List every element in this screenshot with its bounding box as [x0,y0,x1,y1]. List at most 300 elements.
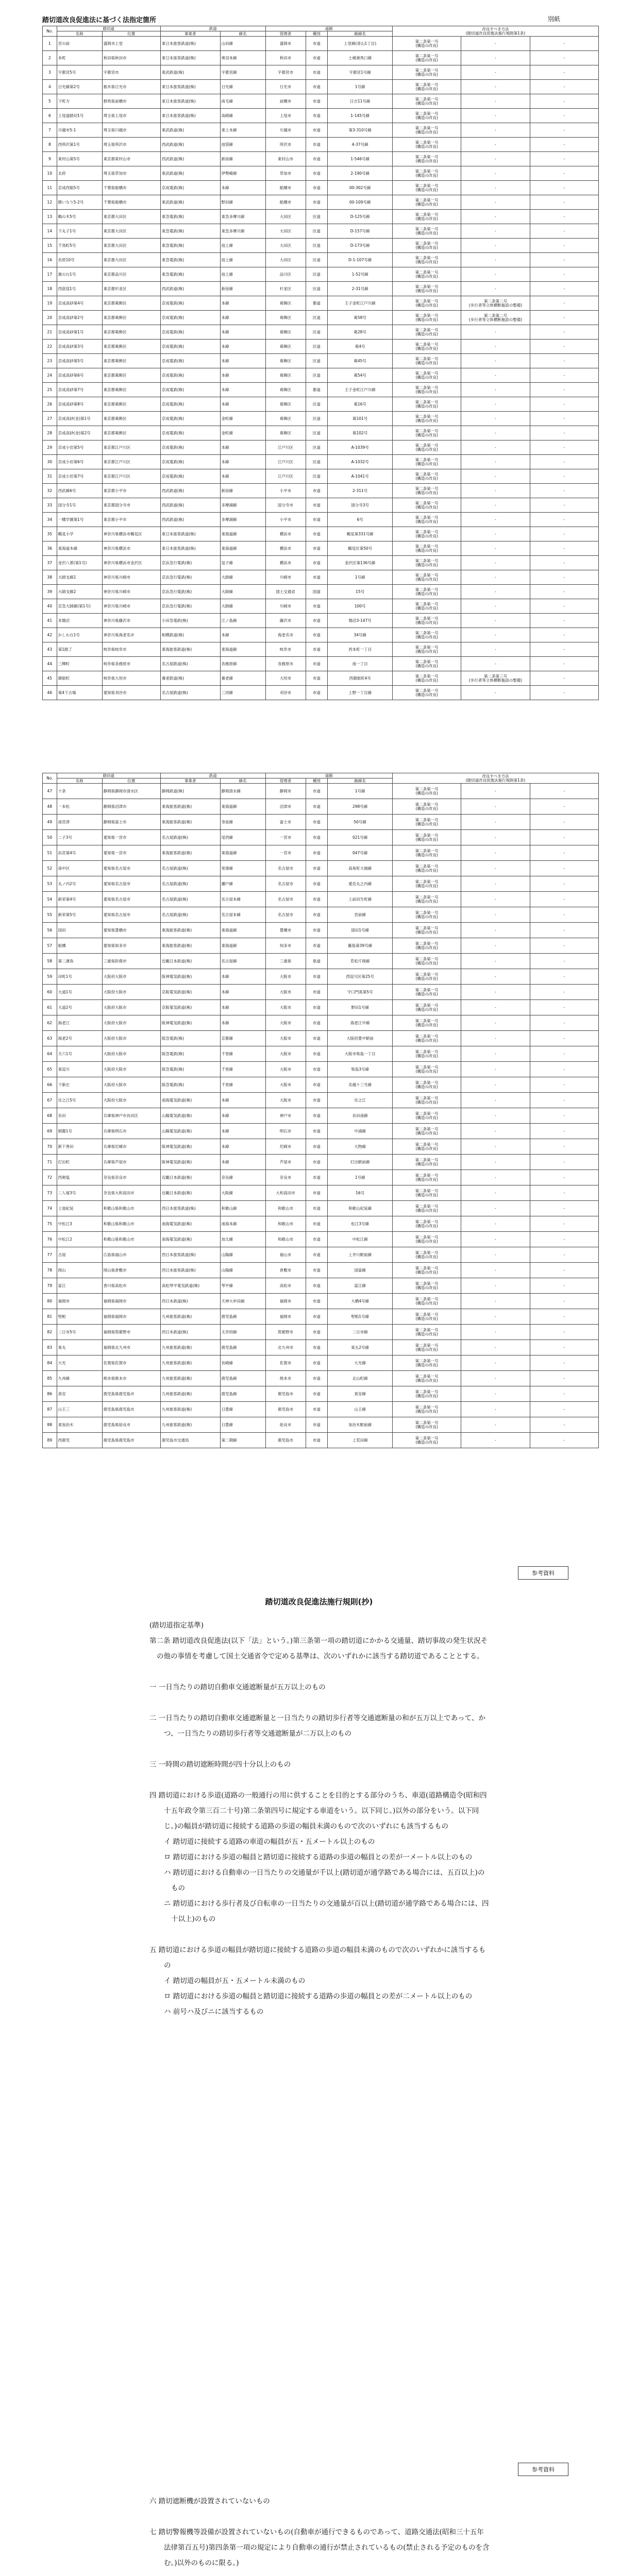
method-1: 第二条第一号 (構造の改良) [393,614,461,628]
crossing-name: 鶴見小学 [57,527,102,541]
method-2: - [461,1433,530,1448]
road-manager: 大和高田市 [265,1185,306,1201]
road-manager: 大田区 [265,224,306,239]
location: 大阪府大阪市 [102,1031,160,1046]
location: 大阪府大阪市 [102,1062,160,1077]
route-name: 日吉11号線 [328,94,393,109]
operator: 京成電鉄(株) [160,412,220,426]
method-1: 第二条第一号 (構造の改良) [393,1185,461,1201]
road-manager: 和歌山市 [265,1232,306,1247]
operator: 西武鉄道(株) [160,138,220,152]
road-manager: 芦屋市 [265,1155,306,1170]
method-2: - [461,830,530,845]
road-manager: 福岡市 [265,1309,306,1325]
row-no: 8 [43,138,57,152]
crossing-name: 三柳町 [57,657,102,671]
method-2: - [461,1062,530,1077]
crossing-name: 福岡市 [57,1294,102,1309]
road-manager: 船橋市 [265,195,306,210]
method-1: 第二条第一号 (構造の改良) [393,923,461,938]
road-type: 市道 [306,969,328,985]
method-3: - [530,845,598,861]
road-type: 区道 [306,325,328,340]
road-type: 市道 [306,1325,328,1340]
table-row [43,815,599,830]
route-name: 298号線 [328,799,393,815]
road-type: 区道 [306,368,328,383]
table-row [43,368,599,383]
method-1: 第二条第一号 (構造の改良) [393,325,461,340]
road-manager: 名古屋市 [265,861,306,876]
crossing-name: 中松江2 [57,1232,102,1247]
crossing-name: 勝いなり5-2号 [57,195,102,210]
table-row [43,570,599,585]
route-name: 加治木駅前線 [328,1417,393,1433]
method-3: - [530,1325,598,1340]
location: 福岡県北九州市 [102,1340,160,1355]
road-type: 市道 [306,94,328,109]
operator: 近畿日本鉄道(株) [160,954,220,969]
line: 加太線 [220,1232,265,1247]
method-2: - [461,253,530,267]
table-row [43,541,599,556]
route-name: 高角町大堀線 [328,861,393,876]
crossing-name: 冨江 [57,1278,102,1294]
method-3: - [530,830,598,845]
line: 本線 [220,1155,265,1170]
location: 福岡県福岡市 [102,1294,160,1309]
road-manager: 福岡市 [265,1294,306,1309]
crossing-name: 打出町 [57,1155,102,1170]
line: 東海道線 [220,845,265,861]
method-1: 第二条第一号 (構造の改良) [393,166,461,181]
method-1: 第二条第一号 (構造の改良) [393,1340,461,1355]
crossing-name: 宮の前 [57,37,102,51]
road-manager: 名古屋市 [265,907,306,923]
table-row [43,628,599,642]
route-name: 葛45号 [328,354,393,368]
method-1: 第二条第一号 (構造の改良) [393,938,461,954]
row-no: 18 [43,282,57,296]
crossing-name: 京成小岩第5号 [57,440,102,455]
method-2: - [461,513,530,527]
line: 東海道線 [220,527,265,541]
line: 京都線 [220,1031,265,1046]
road-type: 市道 [306,498,328,513]
road-type: 市道 [306,815,328,830]
route-name: 守口門真第5号 [328,985,393,1000]
table-row [43,1433,599,1448]
operator: 東武鉄道(株) [160,195,220,210]
method-1: 第二条第一号 (構造の改良) [393,1201,461,1216]
method-3: - [530,686,598,700]
road-manager: 盛岡市 [265,37,306,51]
line: 奥羽本線 [220,51,265,65]
line: 東海道線 [220,799,265,815]
location: 静岡県沼津市 [102,799,160,815]
method-1: 第二条第一号 (構造の改良) [393,94,461,109]
location: 愛知県一宮市 [102,845,160,861]
route-name: 柴島3号線 [328,1062,393,1077]
method-3: - [530,80,598,94]
line: 鹿児島線 [220,1340,265,1355]
criterion-4-ni: ニ 踏切道における歩行者及び自転車の一日当たりの交通量が百以上(踏切道が通学路である場合には、四十以上)のもの [164,1900,489,1923]
line: 和歌山線 [220,1201,265,1216]
method-2: - [461,440,530,455]
row-no: 27 [43,412,57,426]
method-3: - [530,1417,598,1433]
road-manager: 所沢市 [265,138,306,152]
crossing-name: 大道1号 [57,985,102,1000]
road-manager: 川崎市 [265,570,306,585]
route-name: 北山町線 [328,1371,393,1386]
route-name: 王子金町江戸川線 [328,296,393,311]
road-manager: 鹿児島市 [265,1433,306,1448]
row-no: 26 [43,397,57,412]
location: 東京都江戸川区 [102,469,160,484]
crossing-name: 岡山 [57,1263,102,1278]
method-3: - [530,1340,598,1355]
table-row [43,80,599,94]
method-3: - [530,426,598,440]
route-name: 大光線 [328,1355,393,1371]
table-row [43,1093,599,1108]
road-type: 市道 [306,1278,328,1294]
criterion-4-ro: ロ 踏切道における歩道の幅員と踏切道に接続する道路の歩道の幅員との差が一メートル以上のもの [164,1853,473,1861]
location: 千葉県船橋市 [102,195,160,210]
route-name: 34号線 [328,628,393,642]
crossing-name: 東丸 [57,1340,102,1355]
row-no: 7 [43,123,57,138]
row-no: 13 [43,210,57,224]
road-manager: 北九州市 [265,1340,306,1355]
operator: 阪神電気鉄道(株) [160,1155,220,1170]
road-type: 市道 [306,614,328,628]
line: 天神大牟田線 [220,1294,265,1309]
method-2: - [461,784,530,799]
table-row [43,969,599,985]
header-location: 位置 [102,31,160,37]
location: 愛知県名古屋市 [102,907,160,923]
operator: 京成電鉄(株) [160,296,220,311]
route-name: 上堂線(青山1丁目) [328,37,393,51]
route-name: 愛岳丸之内線 [328,876,393,892]
method-3: - [530,152,598,166]
method-3: - [530,239,598,253]
operator: 東日本旅客鉄道(株) [160,94,220,109]
route-name: 上荒田線 [328,1433,393,1448]
location: 東京都品川区 [102,267,160,282]
road-manager: 大田区 [265,210,306,224]
method-2: - [461,686,530,700]
row-no: 63 [43,1031,57,1046]
road-type: 市道 [306,1294,328,1309]
method-3: - [530,1433,598,1448]
crossing-name: 東加治木 [57,1417,102,1433]
location: 大阪府大阪市 [102,1077,160,1093]
route-name: 上前田生町線 [328,892,393,907]
row-no: 89 [43,1433,57,1448]
operator: 九州旅客鉄道(株) [160,1417,220,1433]
road-manager: 和歌山市 [265,1201,306,1216]
operator: 京阪電気鉄道(株) [160,1000,220,1015]
row-no: 22 [43,340,57,354]
table-row [43,954,599,969]
line: 江ノ島線 [220,614,265,628]
location: 大阪府大阪市 [102,1046,160,1062]
method-2: - [461,123,530,138]
crossing-name: 山王三 [57,1402,102,1417]
road-type: 市道 [306,195,328,210]
row-no: 80 [43,1294,57,1309]
rules-body-2 [149,2494,490,2576]
road-manager: 福山市 [265,1247,306,1263]
location: 福岡県福岡市 [102,1309,160,1325]
operator: 京阪電気鉄道(株) [160,985,220,1000]
method-2: - [461,80,530,94]
line: 本線 [220,985,265,1000]
road-type: 市道 [306,541,328,556]
location: 鹿児島県鹿児島市 [102,1402,160,1417]
method-3: - [530,210,598,224]
operator: 名古屋鉄道(株) [160,830,220,845]
method-2: - [461,657,530,671]
route-name: 長田南線 [328,1108,393,1124]
table-row [43,1325,599,1340]
method-1: 第二条第一号 (構造の改良) [393,195,461,210]
crossing-name: 天六1号 [57,1046,102,1062]
road-manager: 葛飾区 [265,354,306,368]
road-manager: 宇都宮市 [265,65,306,80]
method-3: - [530,412,598,426]
line: 名古屋線 [220,954,265,969]
operator: 近畿日本鉄道(株) [160,1170,220,1185]
location: 埼玉県上尾市 [102,109,160,123]
header-method [393,773,599,784]
row-no: 39 [43,585,57,599]
operator: 東武鉄道(株) [160,65,220,80]
method-3: - [530,815,598,830]
road-type: 市道 [306,671,328,686]
method-2: - [461,1325,530,1340]
method-3: - [530,876,598,892]
header-operator: 事業者 [160,778,220,784]
table-row [43,340,599,354]
method-1: 第二条第一号 (構造の改良) [393,412,461,426]
operator: 九州旅客鉄道(株) [160,1402,220,1417]
location: 兵庫県明石市 [102,1124,160,1139]
operator: 山陽電気鉄道(株) [160,1124,220,1139]
method-2: - [461,383,530,397]
road-manager: 小平市 [265,484,306,498]
location: 栃木県日光市 [102,80,160,94]
method-3: - [530,368,598,383]
line: 本線 [220,368,265,383]
row-no: 68 [43,1108,57,1124]
method-1: 第二条第一号 (構造の改良) [393,1232,461,1247]
operator: 西武鉄道(株) [160,152,220,166]
route-name: 葛16号 [328,397,393,412]
road-manager: 藤沢市 [265,614,306,628]
method-3: - [530,671,598,686]
operator: 京浜急行電鉄(株) [160,585,220,599]
header-crossing: 踏切道 [57,26,160,31]
route-name: 西本町一丁目 [328,642,393,657]
header-no: No. [43,773,57,784]
row-no: 69 [43,1124,57,1139]
location: 東京都葛飾区 [102,325,160,340]
method-3: - [530,799,598,815]
location: 東京都江戸川区 [102,455,160,469]
road-manager: 一宮市 [265,830,306,845]
location: 群馬県前橋市 [102,94,160,109]
table-row [43,1417,599,1433]
route-name: 021号線 [328,830,393,845]
location: 東京都葛飾区 [102,397,160,412]
road-manager: 葛飾区 [265,426,306,440]
method-1: 第二条第一号 (構造の改良) [393,498,461,513]
operator: 東日本旅客鉄道(株) [160,37,220,51]
method-1: 第二条第一号 (構造の改良) [393,1433,461,1448]
road-manager: 葛飾区 [265,383,306,397]
method-2: 第二条第二号 (歩行者等立体横断施設の整備) [461,311,530,325]
route-name: 国田1号線 [328,923,393,938]
method-1: 第二条第一号 (構造の改良) [393,484,461,498]
road-manager: 小平市 [265,513,306,527]
method-1: 第二条第一号 (構造の改良) [393,1216,461,1232]
method-3: - [530,923,598,938]
location: 東京都小平市 [102,484,160,498]
row-no: 37 [43,556,57,570]
method-1: 第二条第一号 (構造の改良) [393,1077,461,1093]
road-manager: 静岡市 [265,784,306,799]
road-type: 区道 [306,267,328,282]
road-type: 市道 [306,1077,328,1093]
method-1: 第二条第一号 (構造の改良) [393,1417,461,1433]
crossing-name: 新栄第5号 [57,907,102,923]
method-3: - [530,585,598,599]
road-manager: 大田区 [265,253,306,267]
route-name: D-173号線 [328,239,393,253]
road-type: 市道 [306,527,328,541]
method-1: 第二条第一号 (構造の改良) [393,296,461,311]
road-manager: 葛飾区 [265,340,306,354]
operator: 京成電鉄(株) [160,340,220,354]
location: 愛知県名古屋市 [102,861,160,876]
row-no: 87 [43,1402,57,1417]
method-2: - [461,1340,530,1355]
road-type: 市道 [306,686,328,700]
row-no: 28 [43,426,57,440]
method-1: 第二条第一号 (構造の改良) [393,642,461,657]
method-3: - [530,354,598,368]
operator: 静岡鉄道(株) [160,784,220,799]
header-line: 線名 [220,31,265,37]
operator: 名古屋鉄道(株) [160,876,220,892]
table-row [43,1015,599,1031]
method-2: - [461,340,530,354]
rules-body-1 [149,1618,490,2020]
method-3: - [530,969,598,985]
line: 名古屋本線 [220,907,265,923]
location: 大阪府大阪市 [102,969,160,985]
crossing-table-part1 [42,26,599,700]
route-name: 金沢区第136号線 [328,556,393,570]
location: 東京都葛飾区 [102,311,160,325]
row-no: 48 [43,799,57,815]
line: 本線 [220,1015,265,1031]
row-no: 30 [43,455,57,469]
method-1: 第二条第一号 (構造の改良) [393,1155,461,1170]
method-2: - [461,892,530,907]
method-2: - [461,94,530,109]
route-name: 山王線 [328,1402,393,1417]
row-no: 72 [43,1170,57,1185]
row-no: 42 [43,628,57,642]
row-no: 86 [43,1386,57,1402]
method-2: - [461,354,530,368]
road-manager: 名古屋市 [265,892,306,907]
road-manager: 各務原市 [265,657,306,671]
method-1: 第二条第一号 (構造の改良) [393,80,461,94]
road-manager: 和歌山市 [265,1216,306,1232]
method-3: - [530,954,598,969]
operator: 東急電鉄(株) [160,253,220,267]
table-row [43,861,599,876]
operator: 京成電鉄(株) [160,311,220,325]
crossing-name: 西所沢第1号 [57,138,102,152]
road-manager: 大阪市 [265,985,306,1000]
route-name: 00-302号線 [328,181,393,195]
operator: 東日本旅客鉄道(株) [160,51,220,65]
road-type: 市道 [306,830,328,845]
method-2: - [461,907,530,923]
operator: 九州旅客鉄道(株) [160,1386,220,1402]
road-type: 区道 [306,224,328,239]
location: 神奈川県藤沢市 [102,614,160,628]
operator: 京成電鉄(株) [160,397,220,412]
method-1: 第二条第一号 (構造の改良) [393,585,461,599]
location: 香川県高松市 [102,1278,160,1294]
line: 鹿児島線 [220,1309,265,1325]
method-1: 第二条第一号 (構造の改良) [393,671,461,686]
row-no: 54 [43,892,57,907]
road-type: 市道 [306,1124,328,1139]
road-type: 市道 [306,1371,328,1386]
method-1: 第二条第一号 (構造の改良) [393,985,461,1000]
location: 東京都杉並区 [102,282,160,296]
route-name: 第3-310号線 [328,123,393,138]
method-2: - [461,1278,530,1294]
method-2: - [461,1139,530,1155]
road-manager: 日光市 [265,80,306,94]
crossing-name: 千鳥町5号 [57,239,102,253]
table-row [43,181,599,195]
route-name: 4-37号線 [328,138,393,152]
crossing-name: 新栄第4号 [57,892,102,907]
table-row [43,455,599,469]
operator: 名古屋鉄道(株) [160,892,220,907]
operator: 東急電鉄(株) [160,267,220,282]
operator: 東海旅客鉄道(株) [160,938,220,954]
line: 本線 [220,628,265,642]
table-row [43,642,599,657]
table-row [43,1170,599,1185]
row-no: 24 [43,368,57,383]
row-no: 25 [43,383,57,397]
method-3: - [530,138,598,152]
method-1: 第二条第一号 (構造の改良) [393,455,461,469]
